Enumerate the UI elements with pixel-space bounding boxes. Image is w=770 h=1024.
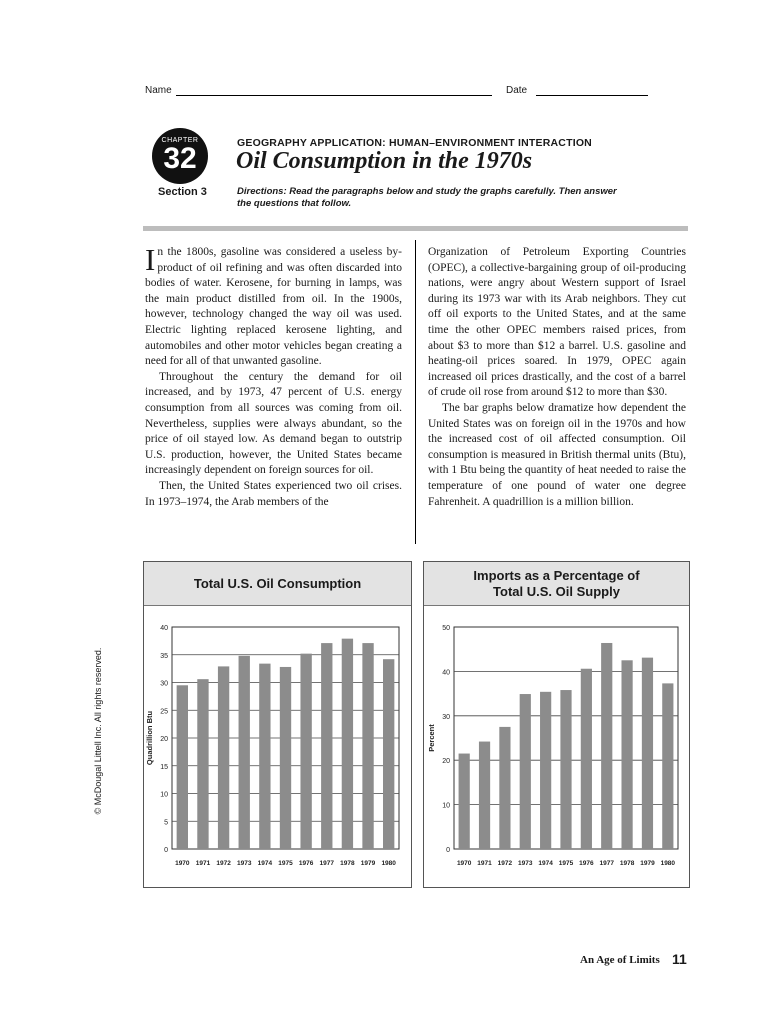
category-heading: GEOGRAPHY APPLICATION: HUMAN–ENVIRONMENT INTERACTION: [237, 137, 592, 149]
bar-1977: [601, 643, 612, 849]
x-tick-label: 1979: [360, 860, 376, 867]
page-title: Oil Consumption in the 1970s: [236, 148, 533, 174]
y-axis-label: Quadrillion Btu: [145, 710, 154, 766]
bar-1974: [259, 664, 270, 849]
x-tick-label: 1975: [278, 860, 293, 867]
y-tick-label: 15: [160, 763, 168, 771]
paragraph-5: The bar graphs below dramatize how dependent the United States was on foreign oil in the 1970s and how the increased cost of oil affected consumption. Oil consumption is measured in British thermal units (Btu), with 1 Btu being the quantity of heat needed to raise the temperature of one pound of water one degree Fahrenheit. A quadrillion is a million billion.: [428, 401, 686, 508]
consumption-chart: [143, 561, 412, 888]
bar-1977: [321, 643, 332, 849]
x-tick-label: 1971: [477, 860, 492, 867]
bar-1974: [540, 692, 551, 849]
y-tick-label: 20: [442, 758, 450, 766]
directions: Directions: Read the paragraphs below and study the graphs carefully. Then answer the questions that follow.: [237, 186, 617, 209]
x-tick-label: 1978: [340, 860, 355, 867]
section-label: Section 3: [158, 186, 207, 198]
header-rule: [143, 226, 688, 231]
x-tick-label: 1977: [599, 860, 614, 867]
paragraph-4: Organization of Petroleum Exporting Countries (OPEC), a collective-bargaining group of oil-producing nations, were angry about Western support of Israel during its 1973 war with its Arab neighbors. They cut off oil exports to the United States, and at the same time the other OPEC members raised prices, from about $3 to more than $12 a barrel. U.S. gasoline and heating-oil prices soared. In 1979, OPEC again increased oil prices drastically, and the cost of a barrel of crude oil rose from around $12 to more than $30.: [428, 246, 686, 399]
imports-chart-title: Imports as a Percentage of Total U.S. Oil Supply: [473, 567, 640, 599]
bar-1970: [459, 754, 470, 849]
x-tick-label: 1976: [298, 860, 314, 867]
imports-chart-header: [424, 562, 689, 606]
y-tick-label: 30: [160, 680, 168, 688]
x-tick-label: 1971: [195, 860, 211, 867]
paragraph-2: Throughout the century the demand for oil increased, and by 1973, 47 percent of U.S. energy consumption from all sources was coming from oil. Nevertheless, supplies were always abundant, so the price of oil stayed low. As demand began to outstrip U.S. production, however, the United States became increasingly dependent on foreign sources for oil.: [145, 370, 402, 477]
x-tick-label: 1970: [175, 860, 190, 867]
bar-1972: [218, 666, 229, 849]
page-number: 11: [672, 951, 687, 967]
drop-cap: I: [145, 242, 156, 277]
y-tick-label: 5: [164, 819, 168, 827]
y-tick-label: 20: [160, 736, 168, 743]
y-tick-label: 30: [442, 713, 450, 721]
x-tick-label: 1972: [497, 860, 513, 867]
imports-chart-plot: [424, 606, 689, 886]
article-column-left: [145, 242, 402, 510]
bar-1971: [197, 679, 208, 849]
y-tick-label: 35: [160, 652, 168, 660]
y-axis-label: Percent: [427, 724, 436, 752]
consumption-chart-plot: [144, 606, 411, 886]
name-field[interactable]: [176, 95, 492, 96]
bar-1972: [499, 727, 510, 849]
copyright-text: © McDougal Littell Inc. All rights reserved.: [93, 647, 103, 815]
x-tick-label: 1977: [319, 860, 335, 867]
consumption-chart-title: Total U.S. Oil Consumption: [193, 575, 362, 591]
y-tick-label: 25: [160, 708, 168, 716]
book-title: An Age of Limits: [580, 954, 660, 966]
x-tick-label: 1980: [660, 860, 676, 867]
date-field[interactable]: [536, 95, 648, 96]
bar-1980: [383, 659, 394, 849]
x-tick-label: 1980: [381, 860, 396, 867]
bar-1973: [520, 694, 531, 849]
x-tick-label: 1975: [558, 860, 574, 867]
x-tick-label: 1970: [456, 860, 472, 867]
bar-1976: [300, 654, 311, 849]
bar-1978: [342, 639, 353, 849]
y-tick-label: 0: [446, 847, 450, 854]
x-tick-label: 1973: [236, 860, 252, 867]
bar-1980: [662, 683, 673, 849]
imports-chart: [423, 561, 690, 888]
x-tick-label: 1974: [538, 860, 553, 867]
consumption-chart-header: [144, 562, 411, 606]
x-tick-label: 1976: [579, 860, 594, 867]
bar-1970: [177, 685, 188, 849]
y-tick-label: 40: [160, 625, 168, 632]
x-tick-label: 1973: [518, 860, 533, 867]
y-tick-label: 50: [442, 625, 450, 632]
article-column-right: [428, 245, 686, 510]
bar-1978: [621, 660, 632, 849]
paragraph-3: Then, the United States experienced two oil crises. In 1973–1974, the Arab members of the: [145, 479, 402, 508]
chapter-number: 32: [163, 142, 197, 175]
bar-1975: [280, 667, 291, 849]
y-tick-label: 40: [442, 669, 450, 677]
y-tick-label: 0: [164, 847, 168, 854]
bar-1975: [560, 690, 571, 849]
name-label: Name: [145, 85, 172, 96]
chapter-word: CHAPTER: [161, 137, 199, 144]
bar-1979: [642, 658, 653, 849]
date-label: Date: [506, 85, 528, 96]
chapter-badge: [152, 128, 208, 184]
x-tick-label: 1978: [619, 860, 635, 867]
column-divider: [415, 240, 416, 544]
bar-1976: [581, 669, 592, 849]
x-tick-label: 1972: [216, 860, 231, 867]
bar-1979: [362, 643, 373, 849]
y-tick-label: 10: [160, 791, 168, 799]
paragraph-1: n the 1800s, gasoline was considered a useless by-product of oil refining and was often discarded into bodies of water. Kerosene, for burning in lamps, was the main product distilled from oil. In the 1900s, however, technology changed the way oil was used. Electric lighting replaced kerosene lighting, and automobiles and other motor vehicles began creating a need for all of that unwanted gasoline.: [145, 246, 402, 368]
bar-1971: [479, 742, 490, 849]
bar-1973: [239, 656, 250, 849]
x-tick-label: 1974: [257, 860, 273, 867]
x-tick-label: 1979: [640, 860, 655, 867]
copyright-notice: [92, 640, 104, 824]
y-tick-label: 10: [442, 802, 450, 810]
